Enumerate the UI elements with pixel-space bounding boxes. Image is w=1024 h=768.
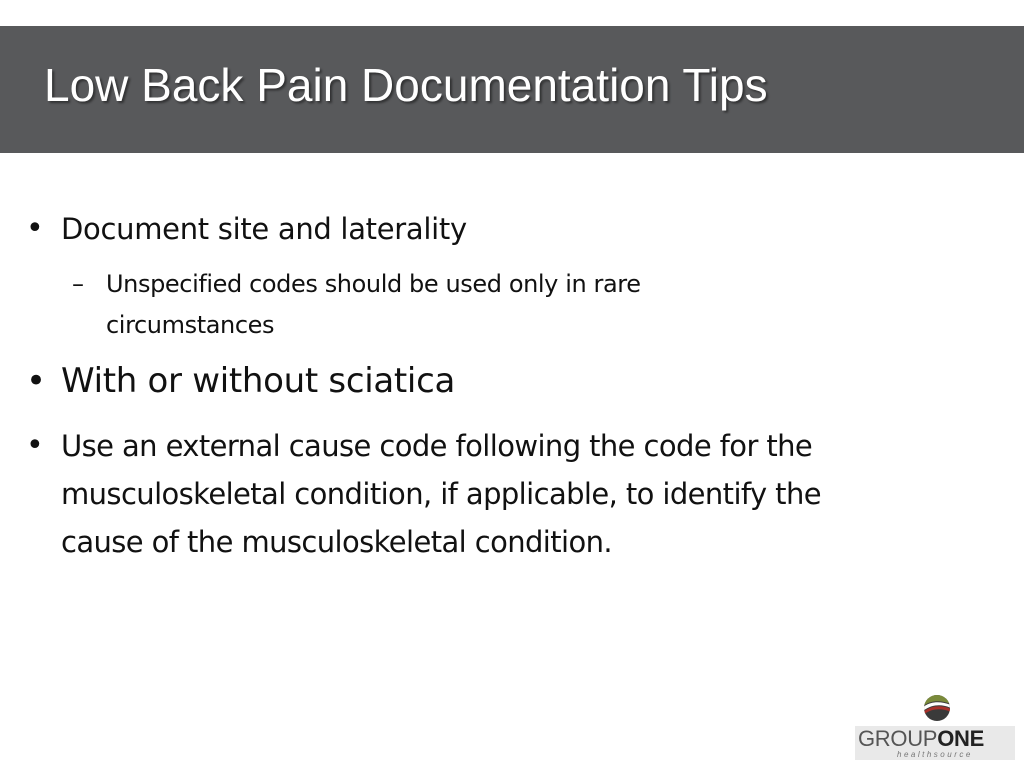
bullet-marker: • xyxy=(26,428,44,463)
bullet-text: Document site and laterality xyxy=(61,212,467,246)
sub-bullet-text: Unspecified codes should be used only in rare circumstances xyxy=(106,270,641,339)
bullet-marker: • xyxy=(26,361,47,401)
globe-swoosh-icon xyxy=(923,694,951,722)
bullet-text: With or without sciatica xyxy=(61,361,456,401)
bullet-marker: • xyxy=(26,211,44,246)
sub-bullet-marker: – xyxy=(72,270,84,298)
logo-word-light: GROUP xyxy=(858,726,938,751)
slide-title: Low Back Pain Documentation Tips xyxy=(44,59,768,111)
bullet-text: Use an external cause code following the code for the musculoskeletal condition, if applicable, to identify the cause of the musculoskeletal condition. xyxy=(61,429,821,559)
logo-tagline: healthsource xyxy=(897,750,973,759)
logo-word-bold: ONE xyxy=(937,726,984,751)
company-logo xyxy=(855,690,1015,760)
logo-wordmark xyxy=(858,726,984,752)
